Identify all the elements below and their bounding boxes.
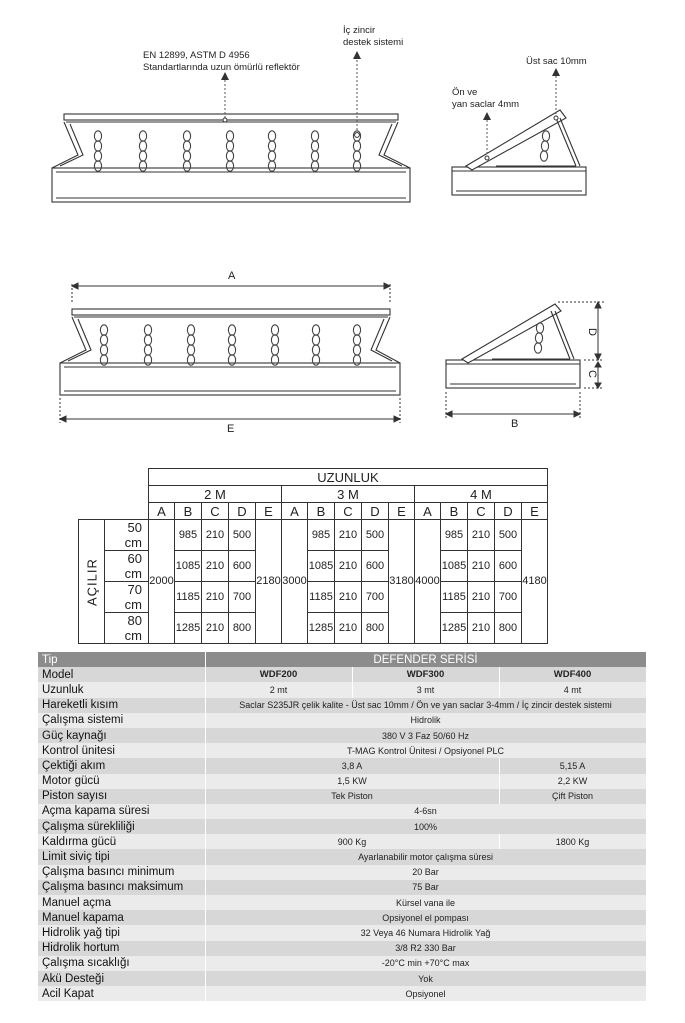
uzunluk-header: UZUNLUK bbox=[149, 469, 548, 486]
spec-row-value: Ayarlanabilir motor çalışma süresi bbox=[205, 849, 646, 864]
group-header: 3 M bbox=[282, 486, 415, 503]
value-c: 210 bbox=[335, 582, 362, 613]
value-e: 2180 bbox=[256, 520, 282, 644]
reflector-callout bbox=[143, 50, 300, 122]
spec-row bbox=[38, 758, 646, 773]
value-c: 210 bbox=[468, 520, 495, 551]
spec-row-value: 5,15 A bbox=[499, 758, 646, 773]
column-letter: C bbox=[202, 503, 229, 520]
spec-header-row bbox=[38, 652, 646, 667]
front-view-dimension bbox=[60, 309, 400, 395]
spec-row-label: Hidrolik yağ tipi bbox=[38, 925, 205, 940]
reflector-label-line1: EN 12899, ASTM D 4956 bbox=[143, 50, 250, 61]
column-letter: E bbox=[389, 503, 415, 520]
value-b: 1185 bbox=[308, 582, 335, 613]
spec-row-value: 2 mt bbox=[205, 682, 352, 697]
spec-row-label: Hareketli kısım bbox=[38, 698, 205, 713]
spec-row-label: Acil Kapat bbox=[38, 986, 205, 1001]
chain-row-top bbox=[94, 131, 360, 171]
value-c: 210 bbox=[335, 613, 362, 644]
value-c: 210 bbox=[202, 582, 229, 613]
spec-row-value: Opsiyonel bbox=[205, 986, 646, 1001]
spec-row-label: Akü Desteği bbox=[38, 971, 205, 986]
spec-row bbox=[38, 682, 646, 697]
spec-row-label: Açma kapama süresi bbox=[38, 804, 205, 819]
chain-side-top bbox=[540, 131, 549, 161]
spec-header-value: DEFENDER SERİSİ bbox=[205, 652, 646, 667]
column-letter: C bbox=[468, 503, 495, 520]
spec-row-label: Çalışma basıncı minimum bbox=[38, 865, 205, 880]
spec-row-value: Yok bbox=[205, 971, 646, 986]
dimension-e-label: E bbox=[227, 423, 235, 435]
value-e: 3180 bbox=[389, 520, 415, 644]
column-letter: A bbox=[282, 503, 308, 520]
column-letter: E bbox=[256, 503, 282, 520]
value-b: 1185 bbox=[175, 582, 202, 613]
spec-row-value: 2,2 KW bbox=[499, 774, 646, 789]
value-d: 700 bbox=[362, 582, 389, 613]
dimension-d-label: D bbox=[586, 328, 598, 336]
spec-row-value: 32 Veya 46 Numara Hidrolik Yağ bbox=[205, 925, 646, 940]
spec-row-label: Manuel kapama bbox=[38, 910, 205, 925]
row-label: 60 cm bbox=[105, 551, 149, 582]
value-c: 210 bbox=[335, 520, 362, 551]
spec-row-label: Model bbox=[38, 667, 205, 682]
row-label: 70 cm bbox=[105, 582, 149, 613]
spec-row-value: 900 Kg bbox=[205, 834, 499, 849]
top-plate-callout bbox=[526, 56, 587, 120]
value-d: 600 bbox=[362, 551, 389, 582]
value-d: 600 bbox=[495, 551, 522, 582]
value-b: 1085 bbox=[441, 551, 468, 582]
column-letter: D bbox=[362, 503, 389, 520]
spec-row bbox=[38, 971, 646, 986]
value-b: 985 bbox=[308, 520, 335, 551]
spec-row-value: 4 mt bbox=[499, 682, 646, 697]
spec-row-value: 3,8 A bbox=[205, 758, 499, 773]
chain-side-dimension bbox=[534, 323, 543, 353]
spec-row bbox=[38, 849, 646, 864]
spec-row-label: Uzunluk bbox=[38, 682, 205, 697]
column-letter: A bbox=[149, 503, 175, 520]
chain-label-line1: İç zincir bbox=[343, 25, 376, 36]
spec-row bbox=[38, 804, 646, 819]
column-letter: B bbox=[175, 503, 202, 520]
spec-row-value: 4-6sn bbox=[205, 804, 646, 819]
side-plate-label-line2: yan saclar 4mm bbox=[452, 99, 520, 110]
spec-row bbox=[38, 941, 646, 956]
spec-row bbox=[38, 713, 646, 728]
spec-row-label: Piston sayısı bbox=[38, 789, 205, 804]
spec-row bbox=[38, 925, 646, 940]
spec-row-value: 20 Bar bbox=[205, 865, 646, 880]
side-view-top bbox=[452, 110, 586, 195]
spec-row bbox=[38, 774, 646, 789]
dimension-a-label: A bbox=[228, 270, 236, 282]
corner-cell bbox=[79, 469, 149, 486]
top-plate-label: Üst sac 10mm bbox=[526, 56, 587, 67]
specification-table bbox=[38, 652, 647, 1001]
column-letter: B bbox=[441, 503, 468, 520]
value-d: 800 bbox=[362, 613, 389, 644]
spec-row-label: Çalışma sıcaklığı bbox=[38, 956, 205, 971]
spec-row bbox=[38, 895, 646, 910]
spec-row-value: 3/8 R2 330 Bar bbox=[205, 941, 646, 956]
spec-row bbox=[38, 698, 646, 713]
value-e: 4180 bbox=[522, 520, 548, 644]
technical-drawings bbox=[0, 0, 685, 460]
value-d: 700 bbox=[495, 582, 522, 613]
acilir-label: AÇILIR bbox=[79, 520, 105, 644]
dimension-b bbox=[446, 392, 580, 418]
spec-row-value: Kürsel vana ile bbox=[205, 895, 646, 910]
spec-row-value: WDF200 bbox=[205, 667, 352, 682]
spec-row bbox=[38, 880, 646, 895]
chain-row-dimension bbox=[100, 325, 360, 365]
reflector-label-line2: Standartlarında uzun ömürlü reflektör bbox=[143, 62, 300, 73]
column-letter: D bbox=[229, 503, 256, 520]
value-c: 210 bbox=[468, 582, 495, 613]
value-c: 210 bbox=[335, 551, 362, 582]
spec-row bbox=[38, 865, 646, 880]
spec-row-value: Hidrolik bbox=[205, 713, 646, 728]
spec-row-value: Tek Piston bbox=[205, 789, 499, 804]
spec-row-label: Limit siviç tipi bbox=[38, 849, 205, 864]
corner-cell bbox=[79, 503, 149, 520]
value-d: 500 bbox=[495, 520, 522, 551]
spec-row bbox=[38, 728, 646, 743]
spec-row-label: Hidrolik hortum bbox=[38, 941, 205, 956]
spec-row-value: WDF400 bbox=[499, 667, 646, 682]
value-c: 210 bbox=[202, 551, 229, 582]
corner-cell bbox=[79, 486, 149, 503]
group-header: 4 M bbox=[415, 486, 548, 503]
value-d: 800 bbox=[495, 613, 522, 644]
value-d: 500 bbox=[229, 520, 256, 551]
value-a: 3000 bbox=[282, 520, 308, 644]
value-d: 800 bbox=[229, 613, 256, 644]
spec-row-label: Kontrol ünitesi bbox=[38, 743, 205, 758]
column-letter: A bbox=[415, 503, 441, 520]
value-d: 500 bbox=[362, 520, 389, 551]
column-letter: E bbox=[522, 503, 548, 520]
spec-row-value: Opsiyonel el pompası bbox=[205, 910, 646, 925]
spec-row-value: 1800 Kg bbox=[499, 834, 646, 849]
spec-row bbox=[38, 834, 646, 849]
dimension-c-label: C bbox=[586, 370, 598, 378]
column-letter: D bbox=[495, 503, 522, 520]
spec-row bbox=[38, 986, 646, 1001]
spec-row-label: Çektiği akım bbox=[38, 758, 205, 773]
spec-row-value: 75 Bar bbox=[205, 880, 646, 895]
spec-row-value: T-MAG Kontrol Ünitesi / Opsiyonel PLC bbox=[205, 743, 646, 758]
spec-row bbox=[38, 910, 646, 925]
value-b: 1085 bbox=[175, 551, 202, 582]
value-d: 600 bbox=[229, 551, 256, 582]
spec-row-label: Manuel açma bbox=[38, 895, 205, 910]
spec-row-value: -20°C min +70°C max bbox=[205, 956, 646, 971]
spec-header-label: Tip bbox=[38, 652, 205, 667]
value-b: 1285 bbox=[441, 613, 468, 644]
column-letter: B bbox=[308, 503, 335, 520]
dimension-a bbox=[72, 282, 390, 302]
value-b: 1085 bbox=[308, 551, 335, 582]
spec-row bbox=[38, 667, 646, 682]
value-b: 1285 bbox=[308, 613, 335, 644]
value-a: 4000 bbox=[415, 520, 441, 644]
side-plate-label-line1: Ön ve bbox=[452, 87, 478, 98]
value-c: 210 bbox=[468, 551, 495, 582]
spec-row-label: Kaldırma gücü bbox=[38, 834, 205, 849]
spec-row-label: Çalışma basıncı maksimum bbox=[38, 880, 205, 895]
spec-row bbox=[38, 789, 646, 804]
column-letter: C bbox=[335, 503, 362, 520]
value-d: 700 bbox=[229, 582, 256, 613]
value-c: 210 bbox=[202, 613, 229, 644]
side-view-dimension bbox=[446, 304, 580, 388]
spec-row-value: 3 mt bbox=[352, 682, 499, 697]
value-b: 985 bbox=[175, 520, 202, 551]
spec-row-label: Güç kaynağı bbox=[38, 728, 205, 743]
value-c: 210 bbox=[468, 613, 495, 644]
row-label: 50 cm bbox=[105, 520, 149, 551]
spec-row-value: 380 V 3 Faz 50/60 Hz bbox=[205, 728, 646, 743]
spec-row bbox=[38, 956, 646, 971]
spec-row-value: Çift Piston bbox=[499, 789, 646, 804]
value-b: 1285 bbox=[175, 613, 202, 644]
value-b: 985 bbox=[441, 520, 468, 551]
spec-row bbox=[38, 819, 646, 834]
spec-row-label: Motor gücü bbox=[38, 774, 205, 789]
front-view-top bbox=[52, 114, 410, 202]
row-label: 80 cm bbox=[105, 613, 149, 644]
dimension-e bbox=[60, 398, 400, 423]
dimension-b-label: B bbox=[511, 418, 519, 430]
spec-row-value: Saclar S235JR çelik kalite - Üst sac 10mm / Ön ve yan saclar 3-4mm / İç zincir destek sistemi bbox=[205, 698, 646, 713]
dimension-table bbox=[78, 468, 548, 644]
chain-label-line2: destek sistemi bbox=[343, 37, 404, 48]
spec-row-value: 1,5 KW bbox=[205, 774, 499, 789]
group-header: 2 M bbox=[149, 486, 282, 503]
value-b: 1185 bbox=[441, 582, 468, 613]
spec-row-value: WDF300 bbox=[352, 667, 499, 682]
spec-row-label: Çalışma sistemi bbox=[38, 713, 205, 728]
spec-row-label: Çalışma sürekliliği bbox=[38, 819, 205, 834]
spec-row-value: 100% bbox=[205, 819, 646, 834]
value-a: 2000 bbox=[149, 520, 175, 644]
value-c: 210 bbox=[202, 520, 229, 551]
spec-row bbox=[38, 743, 646, 758]
